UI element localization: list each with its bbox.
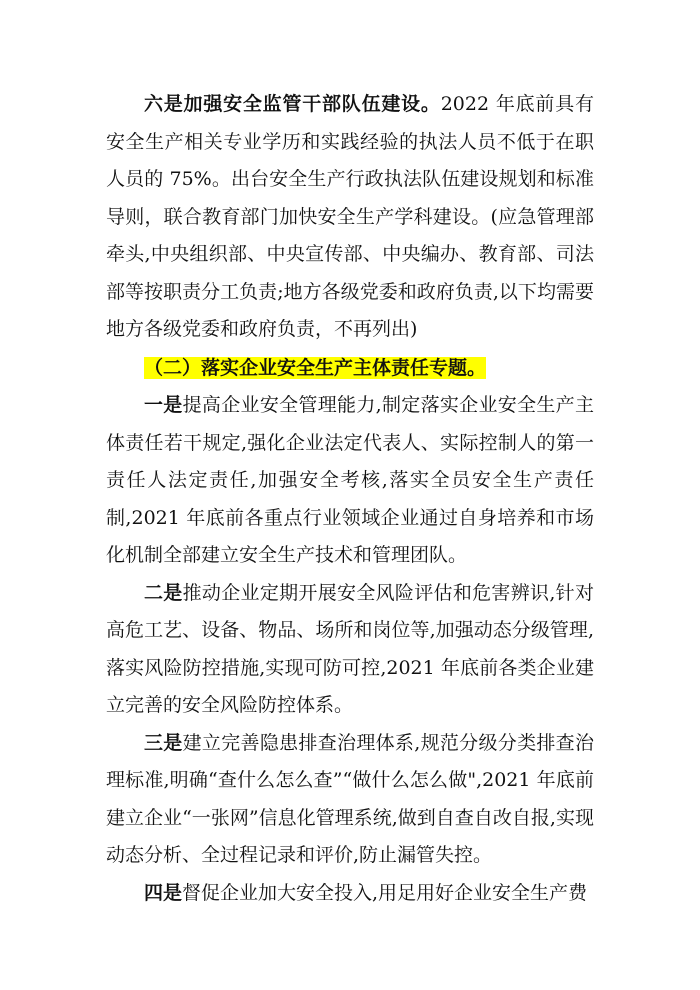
- document-body: [106, 86, 594, 912]
- paragraph-one-management-capacity: [106, 387, 594, 575]
- paragraph-six-supervision-team: [106, 86, 594, 349]
- paragraph-lead: 一是: [144, 394, 183, 416]
- paragraph-text: 提高企业安全管理能力,制定落实企业安全生产主体责任若干规定,强化企业法定代表人、实际控制人的第一责任人法定责任,加强安全考核,落实全员安全生产责任制,2021 年底前各重点行业领域企业通过自身培养和市场化机制全部建立安全生产技术和管理团队。: [106, 394, 594, 566]
- paragraph-lead: 四是: [144, 881, 183, 904]
- paragraph-text: 推动企业定期开展安全风险评估和危害辨识,针对高危工艺、设备、物品、场所和岗位等,加强动态分级管理,落实风险防控措施,实现可防可控,2021 年底前各类企业建立完善的安全风险防控体系。: [106, 581, 594, 716]
- section-heading-text: （二）落实企业安全生产主体责任专题。: [144, 356, 487, 379]
- paragraph-text: 建立完善隐患排查治理体系,规范分级分类排查治理标准,明确“查什么怎么查”“做什么怎么做",2021 年底前建立企业“一张网”信息化管理系统,做到自查自改自报,实现动态分析、全过程记录和评价,防止漏管失控。: [106, 731, 594, 866]
- paragraph-lead: 二是: [144, 581, 183, 604]
- paragraph-lead: 六是加强安全监管干部队伍建设。: [144, 93, 441, 115]
- paragraph-three-hazard-inspection: [106, 725, 594, 875]
- section-heading: [106, 350, 594, 388]
- paragraph-two-risk-assessment: [106, 575, 594, 725]
- paragraph-lead: 三是: [144, 731, 183, 754]
- paragraph-text: 2022 年底前具有安全生产相关专业学历和实践经验的执法人员不低于在职人员的 75%。出台安全生产行政执法队伍建设规划和标准导则，联合教育部门加快安全生产学科建设。(应急管理部牵头,中央组织部、中央宣传部、中央编办、教育部、司法部等按职责分工负责;地方各级党委和政府负责,以下均需要地方各级党委和政府负责，不再列出): [106, 93, 594, 340]
- paragraph-four-safety-investment: [106, 875, 594, 913]
- paragraph-text: 督促企业加大安全投入,用足用好企业安全生产费: [182, 881, 588, 904]
